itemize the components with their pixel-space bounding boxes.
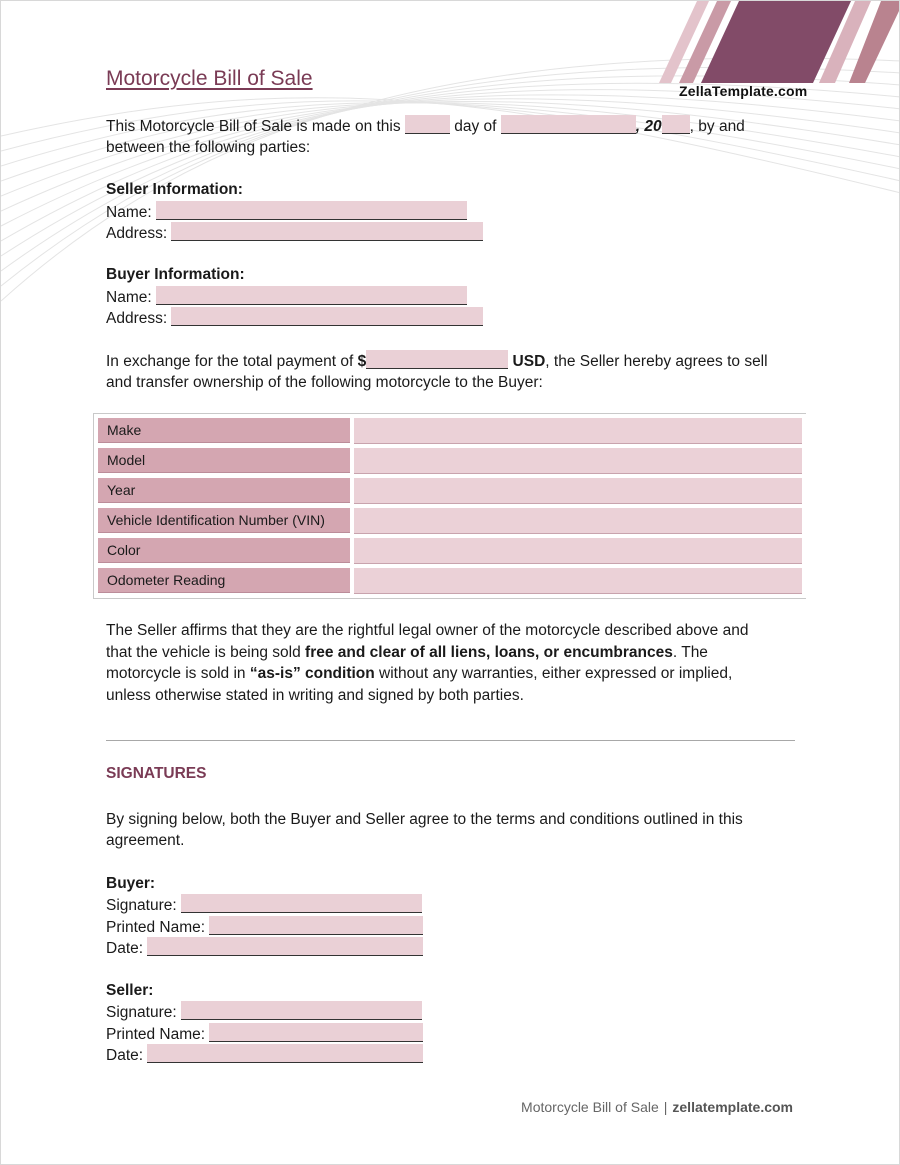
vehicle-color-field[interactable] [354,538,802,564]
buyer-signature-label: Signature: [106,897,177,914]
vehicle-odometer-label: Odometer Reading [98,568,350,593]
payment-text-2: , the Seller hereby agrees to sell [545,353,768,370]
seller-date-field[interactable] [147,1044,423,1063]
year-field[interactable] [662,115,690,134]
seller-date-row [106,1044,423,1067]
intro-year-prefix: , 20 [635,118,662,135]
affirmation-line-3 [106,663,732,685]
page-footer [521,1099,793,1115]
vehicle-vin-field[interactable] [354,508,802,534]
affirmation-liens-clause: free and clear of all liens, loans, or encumbrances [305,644,673,661]
intro-line-1 [106,115,745,138]
payment-line-2: and transfer ownership of the following motorcycle to the Buyer: [106,374,543,391]
vehicle-year-field[interactable] [354,478,802,504]
buyer-address-label: Address: [106,310,168,327]
intro-line-2: between the following parties: [106,139,311,156]
affirmation-line-4: unless otherwise stated in writing and signed by both parties. [106,687,524,704]
footer-separator: | [663,1099,668,1115]
seller-printed-name-row [106,1023,423,1046]
day-field[interactable] [405,115,450,134]
vehicle-color-label: Color [98,538,350,563]
seller-printed-name-label: Printed Name: [106,1026,206,1043]
buyer-signature-heading: Buyer: [106,875,156,892]
affirmation-line-1: The Seller affirms that they are the rightful legal owner of the motorcycle described above and [106,622,749,639]
table-row [98,478,802,503]
buyer-address-row [106,307,483,330]
vehicle-make-label: Make [98,418,350,443]
vehicle-year-label: Year [98,478,350,503]
affirmation-text-2c: . The [672,644,708,661]
seller-printed-name-field[interactable] [209,1023,423,1042]
payment-text-1: In exchange for the total payment of [106,353,354,370]
intro-text-2: day of [454,118,497,135]
affirmation-line-2 [106,642,708,664]
buyer-name-label: Name: [106,289,152,306]
buyer-info-heading: Buyer Information: [106,266,245,283]
seller-name-row [106,201,467,224]
table-row [98,568,802,593]
vehicle-vin-label: Vehicle Identification Number (VIN) [98,508,350,533]
affirmation-text-2a: that the vehicle is being sold [106,644,301,661]
intro-text-1: This Motorcycle Bill of Sale is made on this [106,118,401,135]
corner-stripes-decoration [659,1,899,91]
seller-address-field[interactable] [171,222,483,241]
currency-symbol: $ [357,353,367,370]
affirmation-as-is-clause: “as-is” condition [249,665,375,682]
seller-address-label: Address: [106,225,168,242]
buyer-printed-name-row [106,916,423,939]
footer-doc-name: Motorcycle Bill of Sale [521,1099,659,1115]
seller-name-field[interactable] [156,201,467,220]
vehicle-make-field[interactable] [354,418,802,444]
buyer-date-row [106,937,423,960]
affirmation-text-3c: without any warranties, either expressed or implied, [379,665,733,682]
seller-signature-label: Signature: [106,1004,177,1021]
payment-line-1 [106,350,768,373]
document-title: Motorcycle Bill of Sale [106,67,313,90]
seller-info-heading: Seller Information: [106,181,243,198]
seller-signature-field[interactable] [181,1001,422,1020]
vehicle-details-table [93,413,806,599]
seller-signature-row [106,1001,422,1024]
seller-name-label: Name: [106,204,152,221]
signatures-intro-line-2: agreement. [106,832,185,849]
buyer-date-field[interactable] [147,937,423,956]
buyer-address-field[interactable] [171,307,483,326]
seller-signature-heading: Seller: [106,982,154,999]
buyer-printed-name-field[interactable] [209,916,423,935]
vehicle-model-label: Model [98,448,350,473]
affirmation-text-3a: motorcycle is sold in [106,665,246,682]
signatures-heading: SIGNATURES [106,765,207,782]
table-row [98,538,802,563]
buyer-signature-row [106,894,422,917]
buyer-name-field[interactable] [156,286,467,305]
table-row [98,508,802,533]
vehicle-odometer-field[interactable] [354,568,802,594]
payment-amount-field[interactable] [366,350,508,369]
seller-date-label: Date: [106,1047,144,1064]
table-row [98,418,802,443]
buyer-printed-name-label: Printed Name: [106,919,206,936]
vehicle-model-field[interactable] [354,448,802,474]
brand-logo-text: ZellaTemplate.com [679,83,808,99]
buyer-signature-field[interactable] [181,894,422,913]
signatures-intro-line-1: By signing below, both the Buyer and Seller agree to the terms and conditions outlined in this [106,811,743,828]
buyer-date-label: Date: [106,940,144,957]
section-divider [106,740,795,741]
intro-text-3: , by and [689,118,745,135]
buyer-name-row [106,286,467,309]
table-row [98,448,802,473]
month-field[interactable] [501,115,636,134]
seller-address-row [106,222,483,245]
currency-code: USD [512,353,546,370]
footer-site: zellatemplate.com [672,1099,793,1115]
